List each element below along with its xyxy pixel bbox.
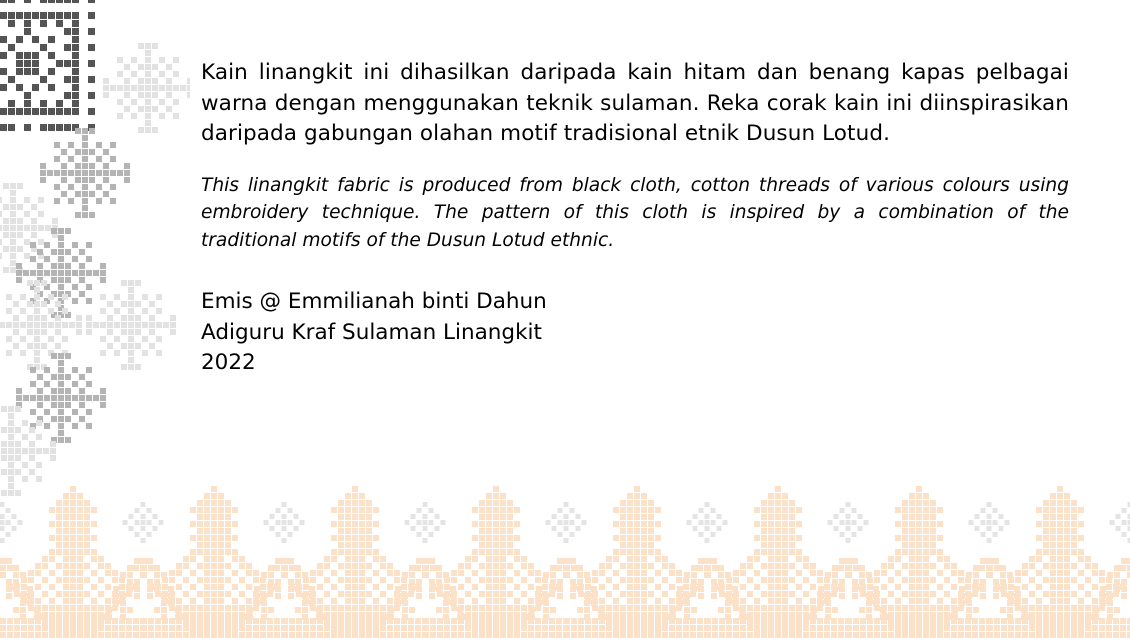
bottom-grey-flower (687, 502, 728, 543)
left-star-motif (86, 280, 176, 370)
credits-block (201, 287, 1069, 379)
description-malay: Kain linangkit ini dihasilkan daripada kain hitam dan benang kapas pelbagai warna dengan menggunakan teknik sulaman. Reka corak kain ini diinspirasikan daripada gabungan olahan motif tradisional etnik Dusun Lotud. (201, 60, 1069, 146)
bottom-border-motif (945, 486, 1130, 638)
bottom-grey-flower (405, 502, 446, 543)
artisan-name: Emis @ Emmilianah binti Dahun (201, 289, 547, 314)
bottom-grey-flower (1110, 502, 1130, 543)
year: 2022 (201, 350, 256, 375)
bottom-border-motif (522, 486, 752, 638)
bottom-grey-flower (264, 502, 305, 543)
bottom-border-motif (99, 486, 329, 638)
bottom-embroidery-border (0, 478, 1130, 638)
description-english: This linangkit fabric is produced from black cloth, cotton threads of various colours using embroidery technique. The pattern of this cloth is inspired by a combination of the traditional motifs of the Dusun Lotud ethnic. (201, 174, 1069, 251)
bottom-border-motif (663, 486, 893, 638)
left-embroidery-pattern (0, 0, 190, 510)
bottom-grey-flower (546, 502, 587, 543)
left-star-motif (40, 128, 130, 218)
bottom-border-motif (804, 486, 1034, 638)
left-star-motif (103, 43, 190, 133)
bottom-grey-flower (0, 502, 23, 543)
bottom-grey-flower (828, 502, 869, 543)
bottom-border-motif (240, 486, 470, 638)
bottom-border-motif (381, 486, 611, 638)
bottom-grey-flower (123, 502, 164, 543)
left-square-motif (0, 0, 95, 131)
artisan-title: Adiguru Kraf Sulaman Linangkit (201, 319, 542, 345)
bottom-border-motif (0, 486, 188, 638)
text-content (201, 58, 1069, 379)
bottom-grey-flower (969, 502, 1010, 543)
